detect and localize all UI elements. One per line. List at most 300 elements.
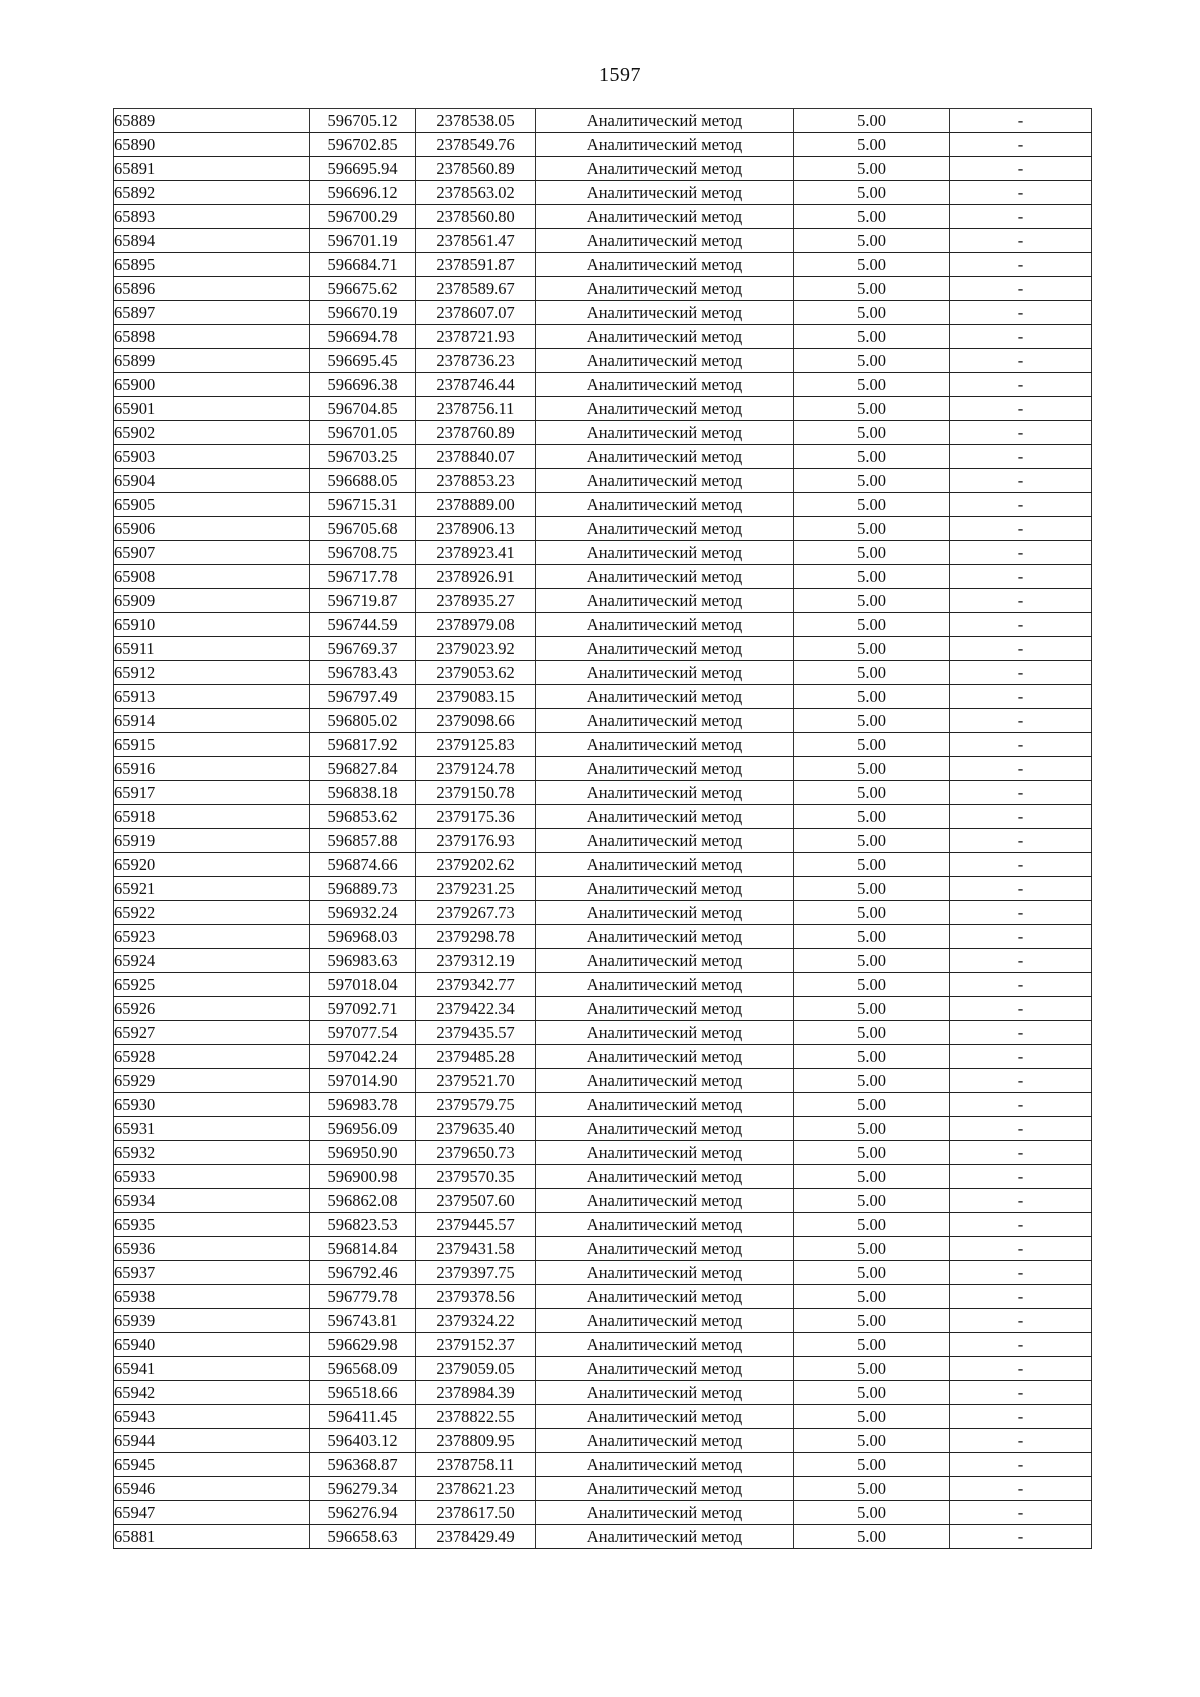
x-coordinate-cell: 596956.09 (310, 1117, 416, 1141)
method-cell: Аналитический метод (536, 613, 794, 637)
note-cell: - (950, 853, 1092, 877)
method-cell: Аналитический метод (536, 277, 794, 301)
point-number-cell: 65939 (114, 1309, 310, 1333)
table-row (114, 757, 1092, 781)
accuracy-cell: 5.00 (794, 1021, 950, 1045)
table-row (114, 349, 1092, 373)
table-row (114, 613, 1092, 637)
accuracy-cell: 5.00 (794, 325, 950, 349)
method-cell: Аналитический метод (536, 1285, 794, 1309)
point-number-cell: 65907 (114, 541, 310, 565)
x-coordinate-cell: 596983.78 (310, 1093, 416, 1117)
table-row (114, 805, 1092, 829)
accuracy-cell: 5.00 (794, 805, 950, 829)
method-cell: Аналитический метод (536, 1261, 794, 1285)
y-coordinate-cell: 2379397.75 (416, 1261, 536, 1285)
accuracy-cell: 5.00 (794, 1213, 950, 1237)
method-cell: Аналитический метод (536, 1429, 794, 1453)
method-cell: Аналитический метод (536, 997, 794, 1021)
point-number-cell: 65934 (114, 1189, 310, 1213)
accuracy-cell: 5.00 (794, 517, 950, 541)
table-row (114, 973, 1092, 997)
table-row (114, 565, 1092, 589)
method-cell: Аналитический метод (536, 133, 794, 157)
method-cell: Аналитический метод (536, 1309, 794, 1333)
x-coordinate-cell: 596950.90 (310, 1141, 416, 1165)
point-number-cell: 65940 (114, 1333, 310, 1357)
accuracy-cell: 5.00 (794, 1405, 950, 1429)
note-cell: - (950, 877, 1092, 901)
point-number-cell: 65909 (114, 589, 310, 613)
x-coordinate-cell: 596853.62 (310, 805, 416, 829)
note-cell: - (950, 661, 1092, 685)
note-cell: - (950, 1189, 1092, 1213)
accuracy-cell: 5.00 (794, 397, 950, 421)
method-cell: Аналитический метод (536, 1501, 794, 1525)
point-number-cell: 65910 (114, 613, 310, 637)
accuracy-cell: 5.00 (794, 1285, 950, 1309)
method-cell: Аналитический метод (536, 589, 794, 613)
note-cell: - (950, 445, 1092, 469)
y-coordinate-cell: 2379267.73 (416, 901, 536, 925)
x-coordinate-cell: 596744.59 (310, 613, 416, 637)
point-number-cell: 65917 (114, 781, 310, 805)
table-row (114, 1261, 1092, 1285)
point-number-cell: 65891 (114, 157, 310, 181)
x-coordinate-cell: 596688.05 (310, 469, 416, 493)
y-coordinate-cell: 2379083.15 (416, 685, 536, 709)
x-coordinate-cell: 596518.66 (310, 1381, 416, 1405)
accuracy-cell: 5.00 (794, 1381, 950, 1405)
y-coordinate-cell: 2379435.57 (416, 1021, 536, 1045)
note-cell: - (950, 1117, 1092, 1141)
note-cell: - (950, 229, 1092, 253)
point-number-cell: 65901 (114, 397, 310, 421)
method-cell: Аналитический метод (536, 181, 794, 205)
y-coordinate-cell: 2378549.76 (416, 133, 536, 157)
y-coordinate-cell: 2379431.58 (416, 1237, 536, 1261)
y-coordinate-cell: 2379378.56 (416, 1285, 536, 1309)
point-number-cell: 65933 (114, 1165, 310, 1189)
table-row (114, 1501, 1092, 1525)
y-coordinate-cell: 2379579.75 (416, 1093, 536, 1117)
table-row (114, 205, 1092, 229)
accuracy-cell: 5.00 (794, 301, 950, 325)
accuracy-cell: 5.00 (794, 1141, 950, 1165)
method-cell: Аналитический метод (536, 493, 794, 517)
method-cell: Аналитический метод (536, 1381, 794, 1405)
point-number-cell: 65929 (114, 1069, 310, 1093)
method-cell: Аналитический метод (536, 1213, 794, 1237)
method-cell: Аналитический метод (536, 829, 794, 853)
method-cell: Аналитический метод (536, 445, 794, 469)
table-row (114, 1357, 1092, 1381)
x-coordinate-cell: 596838.18 (310, 781, 416, 805)
method-cell: Аналитический метод (536, 877, 794, 901)
note-cell: - (950, 589, 1092, 613)
accuracy-cell: 5.00 (794, 1477, 950, 1501)
accuracy-cell: 5.00 (794, 613, 950, 637)
method-cell: Аналитический метод (536, 1525, 794, 1549)
point-number-cell: 65890 (114, 133, 310, 157)
y-coordinate-cell: 2378560.80 (416, 205, 536, 229)
method-cell: Аналитический метод (536, 421, 794, 445)
note-cell: - (950, 973, 1092, 997)
y-coordinate-cell: 2379175.36 (416, 805, 536, 829)
point-number-cell: 65922 (114, 901, 310, 925)
x-coordinate-cell: 596779.78 (310, 1285, 416, 1309)
y-coordinate-cell: 2378760.89 (416, 421, 536, 445)
note-cell: - (950, 1405, 1092, 1429)
note-cell: - (950, 709, 1092, 733)
x-coordinate-cell: 596862.08 (310, 1189, 416, 1213)
point-number-cell: 65943 (114, 1405, 310, 1429)
method-cell: Аналитический метод (536, 253, 794, 277)
accuracy-cell: 5.00 (794, 1237, 950, 1261)
method-cell: Аналитический метод (536, 1453, 794, 1477)
accuracy-cell: 5.00 (794, 853, 950, 877)
x-coordinate-cell: 596279.34 (310, 1477, 416, 1501)
y-coordinate-cell: 2378589.67 (416, 277, 536, 301)
point-number-cell: 65912 (114, 661, 310, 685)
note-cell: - (950, 613, 1092, 637)
y-coordinate-cell: 2378756.11 (416, 397, 536, 421)
note-cell: - (950, 1525, 1092, 1549)
x-coordinate-cell: 596705.12 (310, 109, 416, 133)
note-cell: - (950, 469, 1092, 493)
table-row (114, 589, 1092, 613)
method-cell: Аналитический метод (536, 301, 794, 325)
table-row (114, 277, 1092, 301)
accuracy-cell: 5.00 (794, 1045, 950, 1069)
table-row (114, 1453, 1092, 1477)
y-coordinate-cell: 2379342.77 (416, 973, 536, 997)
table-row (114, 1333, 1092, 1357)
y-coordinate-cell: 2378621.23 (416, 1477, 536, 1501)
method-cell: Аналитический метод (536, 1021, 794, 1045)
x-coordinate-cell: 596703.25 (310, 445, 416, 469)
y-coordinate-cell: 2379124.78 (416, 757, 536, 781)
table-row (114, 661, 1092, 685)
x-coordinate-cell: 596814.84 (310, 1237, 416, 1261)
table-row (114, 373, 1092, 397)
method-cell: Аналитический метод (536, 1189, 794, 1213)
y-coordinate-cell: 2378736.23 (416, 349, 536, 373)
y-coordinate-cell: 2379422.34 (416, 997, 536, 1021)
y-coordinate-cell: 2379023.92 (416, 637, 536, 661)
y-coordinate-cell: 2378591.87 (416, 253, 536, 277)
y-coordinate-cell: 2378560.89 (416, 157, 536, 181)
note-cell: - (950, 1237, 1092, 1261)
table-row (114, 901, 1092, 925)
accuracy-cell: 5.00 (794, 1117, 950, 1141)
table-row (114, 1093, 1092, 1117)
note-cell: - (950, 1453, 1092, 1477)
method-cell: Аналитический метод (536, 469, 794, 493)
x-coordinate-cell: 597014.90 (310, 1069, 416, 1093)
point-number-cell: 65895 (114, 253, 310, 277)
accuracy-cell: 5.00 (794, 421, 950, 445)
accuracy-cell: 5.00 (794, 1333, 950, 1357)
method-cell: Аналитический метод (536, 349, 794, 373)
x-coordinate-cell: 596568.09 (310, 1357, 416, 1381)
method-cell: Аналитический метод (536, 397, 794, 421)
method-cell: Аналитический метод (536, 1165, 794, 1189)
table-row (114, 445, 1092, 469)
point-number-cell: 65926 (114, 997, 310, 1021)
x-coordinate-cell: 597092.71 (310, 997, 416, 1021)
point-number-cell: 65931 (114, 1117, 310, 1141)
accuracy-cell: 5.00 (794, 1165, 950, 1189)
x-coordinate-cell: 596670.19 (310, 301, 416, 325)
method-cell: Аналитический метод (536, 157, 794, 181)
table-row (114, 181, 1092, 205)
x-coordinate-cell: 596827.84 (310, 757, 416, 781)
point-number-cell: 65947 (114, 1501, 310, 1525)
table-row (114, 541, 1092, 565)
x-coordinate-cell: 596797.49 (310, 685, 416, 709)
accuracy-cell: 5.00 (794, 277, 950, 301)
table-row (114, 253, 1092, 277)
y-coordinate-cell: 2378840.07 (416, 445, 536, 469)
note-cell: - (950, 1261, 1092, 1285)
x-coordinate-cell: 596817.92 (310, 733, 416, 757)
x-coordinate-cell: 596696.38 (310, 373, 416, 397)
page-number: 1597 (599, 64, 641, 86)
accuracy-cell: 5.00 (794, 781, 950, 805)
accuracy-cell: 5.00 (794, 253, 950, 277)
method-cell: Аналитический метод (536, 709, 794, 733)
y-coordinate-cell: 2378746.44 (416, 373, 536, 397)
table-row (114, 637, 1092, 661)
point-number-cell: 65913 (114, 685, 310, 709)
table-row (114, 853, 1092, 877)
method-cell: Аналитический метод (536, 949, 794, 973)
x-coordinate-cell: 596411.45 (310, 1405, 416, 1429)
y-coordinate-cell: 2378617.50 (416, 1501, 536, 1525)
point-number-cell: 65945 (114, 1453, 310, 1477)
y-coordinate-cell: 2379176.93 (416, 829, 536, 853)
y-coordinate-cell: 2378984.39 (416, 1381, 536, 1405)
table-row (114, 1165, 1092, 1189)
y-coordinate-cell: 2378563.02 (416, 181, 536, 205)
method-cell: Аналитический метод (536, 685, 794, 709)
method-cell: Аналитический метод (536, 925, 794, 949)
y-coordinate-cell: 2378923.41 (416, 541, 536, 565)
method-cell: Аналитический метод (536, 661, 794, 685)
accuracy-cell: 5.00 (794, 1453, 950, 1477)
table-row (114, 829, 1092, 853)
table-row (114, 1213, 1092, 1237)
y-coordinate-cell: 2379635.40 (416, 1117, 536, 1141)
accuracy-cell: 5.00 (794, 373, 950, 397)
accuracy-cell: 5.00 (794, 205, 950, 229)
point-number-cell: 65937 (114, 1261, 310, 1285)
table-row (114, 1381, 1092, 1405)
accuracy-cell: 5.00 (794, 877, 950, 901)
accuracy-cell: 5.00 (794, 133, 950, 157)
table-body (114, 109, 1092, 1549)
accuracy-cell: 5.00 (794, 1309, 950, 1333)
table-row (114, 781, 1092, 805)
note-cell: - (950, 637, 1092, 661)
x-coordinate-cell: 596695.94 (310, 157, 416, 181)
x-coordinate-cell: 596694.78 (310, 325, 416, 349)
note-cell: - (950, 1069, 1092, 1093)
point-number-cell: 65905 (114, 493, 310, 517)
note-cell: - (950, 397, 1092, 421)
note-cell: - (950, 1021, 1092, 1045)
table-row (114, 1429, 1092, 1453)
y-coordinate-cell: 2378853.23 (416, 469, 536, 493)
accuracy-cell: 5.00 (794, 181, 950, 205)
point-number-cell: 65894 (114, 229, 310, 253)
method-cell: Аналитический метод (536, 1045, 794, 1069)
point-number-cell: 65904 (114, 469, 310, 493)
accuracy-cell: 5.00 (794, 709, 950, 733)
accuracy-cell: 5.00 (794, 1501, 950, 1525)
point-number-cell: 65942 (114, 1381, 310, 1405)
accuracy-cell: 5.00 (794, 445, 950, 469)
method-cell: Аналитический метод (536, 325, 794, 349)
table-row (114, 997, 1092, 1021)
accuracy-cell: 5.00 (794, 229, 950, 253)
table-row (114, 685, 1092, 709)
method-cell: Аналитический метод (536, 565, 794, 589)
method-cell: Аналитический метод (536, 109, 794, 133)
point-number-cell: 65914 (114, 709, 310, 733)
method-cell: Аналитический метод (536, 805, 794, 829)
point-number-cell: 65944 (114, 1429, 310, 1453)
note-cell: - (950, 421, 1092, 445)
accuracy-cell: 5.00 (794, 661, 950, 685)
accuracy-cell: 5.00 (794, 1261, 950, 1285)
note-cell: - (950, 1045, 1092, 1069)
x-coordinate-cell: 596695.45 (310, 349, 416, 373)
point-number-cell: 65889 (114, 109, 310, 133)
y-coordinate-cell: 2378935.27 (416, 589, 536, 613)
x-coordinate-cell: 596696.12 (310, 181, 416, 205)
y-coordinate-cell: 2378561.47 (416, 229, 536, 253)
x-coordinate-cell: 596889.73 (310, 877, 416, 901)
table-row (114, 421, 1092, 445)
table-row (114, 709, 1092, 733)
table-row (114, 1285, 1092, 1309)
table-row (114, 949, 1092, 973)
table-row (114, 1069, 1092, 1093)
table-row (114, 469, 1092, 493)
method-cell: Аналитический метод (536, 781, 794, 805)
accuracy-cell: 5.00 (794, 973, 950, 997)
x-coordinate-cell: 596701.19 (310, 229, 416, 253)
x-coordinate-cell: 596823.53 (310, 1213, 416, 1237)
table-row (114, 877, 1092, 901)
accuracy-cell: 5.00 (794, 349, 950, 373)
point-number-cell: 65920 (114, 853, 310, 877)
accuracy-cell: 5.00 (794, 1525, 950, 1549)
point-number-cell: 65932 (114, 1141, 310, 1165)
accuracy-cell: 5.00 (794, 1357, 950, 1381)
point-number-cell: 65928 (114, 1045, 310, 1069)
method-cell: Аналитический метод (536, 205, 794, 229)
method-cell: Аналитический метод (536, 1117, 794, 1141)
x-coordinate-cell: 596968.03 (310, 925, 416, 949)
y-coordinate-cell: 2379445.57 (416, 1213, 536, 1237)
table-row (114, 133, 1092, 157)
table-row (114, 1477, 1092, 1501)
x-coordinate-cell: 596704.85 (310, 397, 416, 421)
method-cell: Аналитический метод (536, 1141, 794, 1165)
accuracy-cell: 5.00 (794, 733, 950, 757)
x-coordinate-cell: 596715.31 (310, 493, 416, 517)
point-number-cell: 65936 (114, 1237, 310, 1261)
x-coordinate-cell: 597042.24 (310, 1045, 416, 1069)
x-coordinate-cell: 596792.46 (310, 1261, 416, 1285)
y-coordinate-cell: 2379150.78 (416, 781, 536, 805)
accuracy-cell: 5.00 (794, 493, 950, 517)
y-coordinate-cell: 2378429.49 (416, 1525, 536, 1549)
accuracy-cell: 5.00 (794, 685, 950, 709)
point-number-cell: 65898 (114, 325, 310, 349)
note-cell: - (950, 1093, 1092, 1117)
accuracy-cell: 5.00 (794, 109, 950, 133)
point-number-cell: 65911 (114, 637, 310, 661)
table-row (114, 1045, 1092, 1069)
y-coordinate-cell: 2379125.83 (416, 733, 536, 757)
method-cell: Аналитический метод (536, 517, 794, 541)
point-number-cell: 65918 (114, 805, 310, 829)
point-number-cell: 65946 (114, 1477, 310, 1501)
x-coordinate-cell: 596769.37 (310, 637, 416, 661)
point-number-cell: 65938 (114, 1285, 310, 1309)
method-cell: Аналитический метод (536, 1237, 794, 1261)
point-number-cell: 65899 (114, 349, 310, 373)
note-cell: - (950, 1357, 1092, 1381)
point-number-cell: 65925 (114, 973, 310, 997)
method-cell: Аналитический метод (536, 541, 794, 565)
y-coordinate-cell: 2378809.95 (416, 1429, 536, 1453)
method-cell: Аналитический метод (536, 1405, 794, 1429)
table-row (114, 301, 1092, 325)
x-coordinate-cell: 596708.75 (310, 541, 416, 565)
x-coordinate-cell: 596658.63 (310, 1525, 416, 1549)
x-coordinate-cell: 596368.87 (310, 1453, 416, 1477)
note-cell: - (950, 1141, 1092, 1165)
x-coordinate-cell: 596629.98 (310, 1333, 416, 1357)
coordinates-table (113, 108, 1092, 1549)
x-coordinate-cell: 596857.88 (310, 829, 416, 853)
note-cell: - (950, 493, 1092, 517)
accuracy-cell: 5.00 (794, 1093, 950, 1117)
note-cell: - (950, 541, 1092, 565)
method-cell: Аналитический метод (536, 1357, 794, 1381)
note-cell: - (950, 925, 1092, 949)
method-cell: Аналитический метод (536, 1477, 794, 1501)
accuracy-cell: 5.00 (794, 1429, 950, 1453)
note-cell: - (950, 1477, 1092, 1501)
y-coordinate-cell: 2378979.08 (416, 613, 536, 637)
point-number-cell: 65896 (114, 277, 310, 301)
note-cell: - (950, 325, 1092, 349)
note-cell: - (950, 349, 1092, 373)
y-coordinate-cell: 2378758.11 (416, 1453, 536, 1477)
table-row (114, 925, 1092, 949)
point-number-cell: 65903 (114, 445, 310, 469)
x-coordinate-cell: 596705.68 (310, 517, 416, 541)
note-cell: - (950, 757, 1092, 781)
y-coordinate-cell: 2379152.37 (416, 1333, 536, 1357)
point-number-cell: 65902 (114, 421, 310, 445)
